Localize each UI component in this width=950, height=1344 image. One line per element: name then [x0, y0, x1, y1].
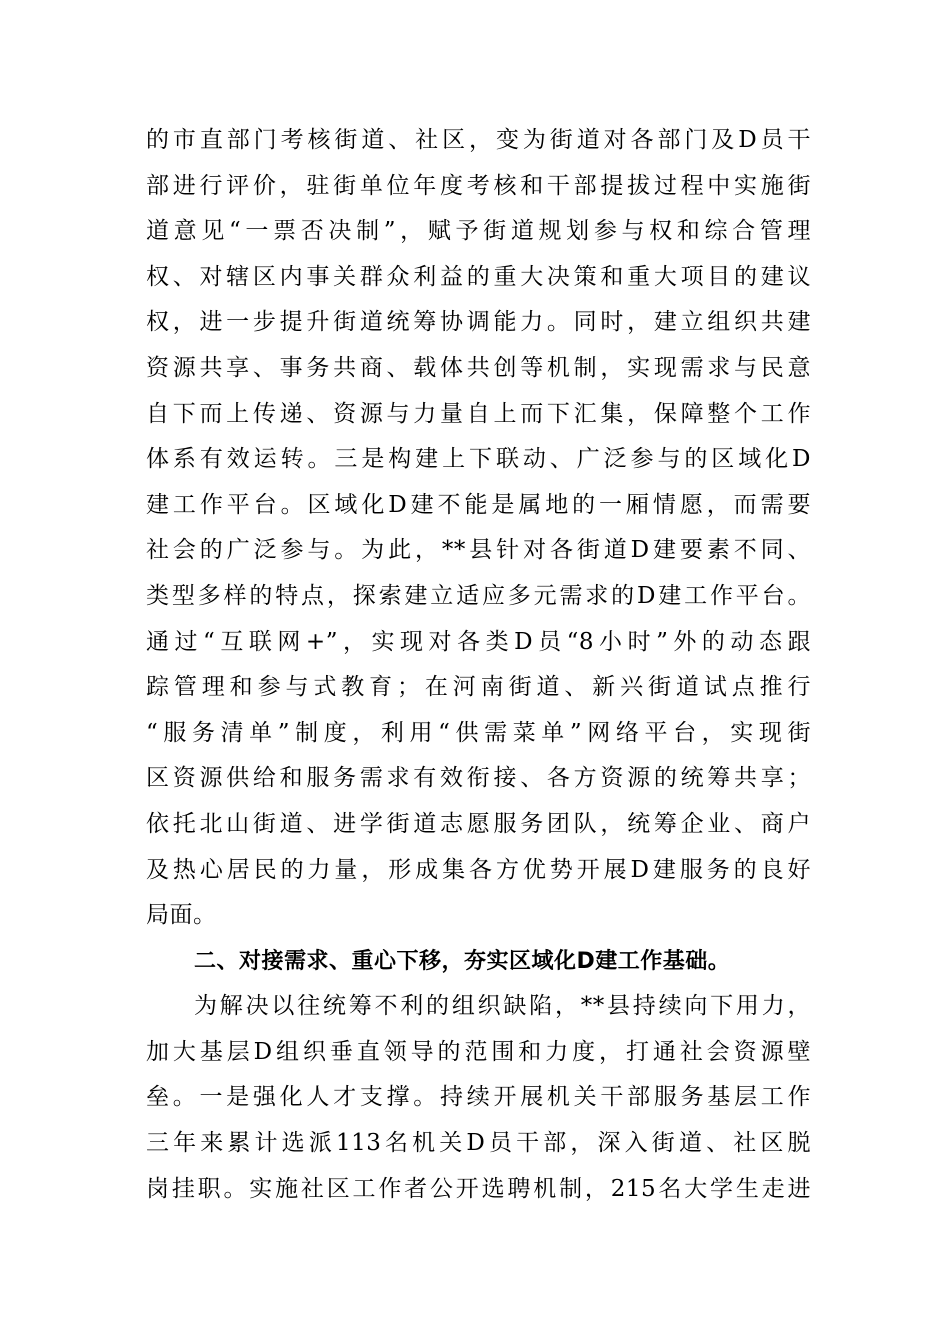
text-line: 踪管理和参与式教育；在河南街道、新兴街道试点推行 [146, 674, 811, 701]
text-line: 岗挂职。实施社区工作者公开选聘机制，215名大学生走进 [146, 1175, 811, 1202]
text-line: 依托北山街道、进学街道志愿服务团队，统筹企业、商户 [146, 810, 811, 837]
text-line: 资源共享、事务共商、载体共创等机制，实现需求与民意 [146, 354, 811, 381]
text-line: 的市直部门考核街道、社区，变为街道对各部门及D员干 [146, 127, 811, 153]
text-line: 权、对辖区内事关群众利益的重大决策和重大项目的建议 [146, 263, 811, 290]
text-line: 区资源供给和服务需求有效衔接、各方资源的统筹共享； [146, 765, 811, 792]
text-line: 部进行评价，驻街单位年度考核和干部提拔过程中实施街 [146, 172, 811, 199]
text-line: 三年来累计选派113名机关D员干部，深入街道、社区脱 [146, 1130, 811, 1157]
section-heading: 二、对接需求、重心下移，夯实区域化D建工作基础。 [194, 948, 731, 974]
text-line: 社会的广泛参与。为此，**县针对各街道D建要素不同、 [146, 537, 811, 564]
text-line: 通过“互联网+”，实现对各类D员“8小时”外的动态跟 [146, 628, 811, 655]
text-line: 垒。一是强化人才支撑。持续开展机关干部服务基层工作 [146, 1084, 811, 1111]
text-line: 加大基层D组织垂直领导的范围和力度，打通社会资源壁 [146, 1038, 811, 1065]
text-line: “服务清单”制度，利用“供需菜单”网络平台，实现街 [146, 719, 811, 746]
text-line: 及热心居民的力量，形成集各方优势开展D建服务的良好 [146, 856, 811, 883]
text-line: 为解决以往统筹不利的组织缺陷，**县持续向下用力， [194, 993, 811, 1020]
text-line: 局面。 [146, 902, 217, 929]
text-line: 体系有效运转。三是构建上下联动、广泛参与的区域化D [146, 446, 811, 473]
text-line: 自下而上传递、资源与力量自上而下汇集，保障整个工作 [146, 400, 811, 427]
text-line: 建工作平台。区域化D建不能是属地的一厢情愿，而需要 [146, 491, 811, 518]
text-line: 权，进一步提升街道统筹协调能力。同时，建立组织共建 [146, 309, 811, 336]
text-line: 类型多样的特点，探索建立适应多元需求的D建工作平台。 [146, 582, 811, 609]
text-line: 道意见“一票否决制”，赋予街道规划参与权和综合管理 [146, 218, 811, 245]
body-text [146, 118, 811, 1212]
